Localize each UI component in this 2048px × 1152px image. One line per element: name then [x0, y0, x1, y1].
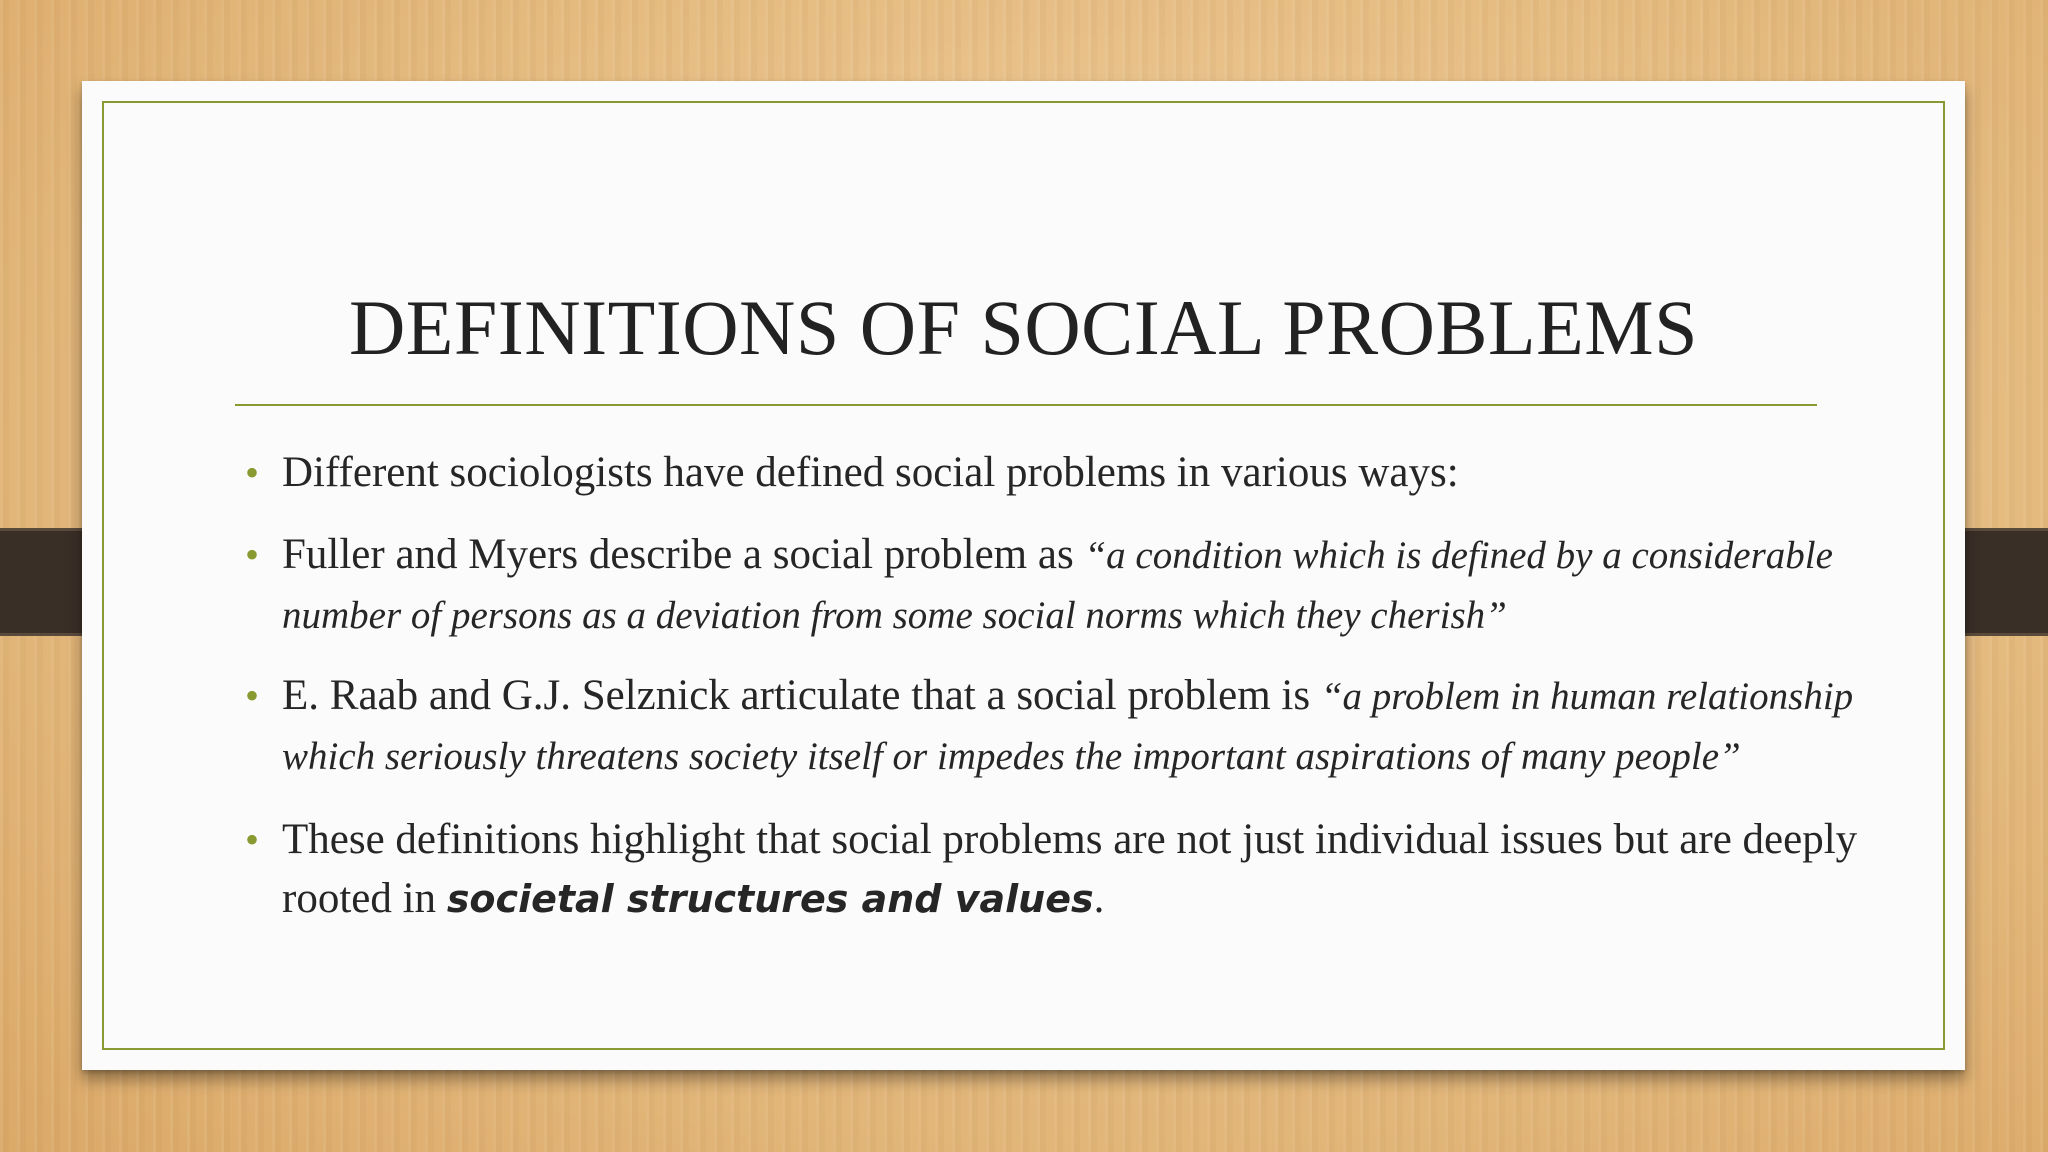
bullet-dot-icon: •	[245, 450, 260, 495]
slide-title: DEFINITIONS OF SOCIAL PROBLEMS	[348, 284, 1699, 371]
bullet-item	[235, 810, 1885, 929]
bullet-emphasis: societal structures and values	[446, 877, 1094, 921]
bullet-item	[235, 525, 1885, 645]
bullet-list	[235, 443, 1885, 929]
bullet-text: Fuller and Myers describe a social problem as	[282, 531, 1085, 578]
bullet-tail: .	[1093, 875, 1105, 922]
title-underline	[235, 404, 1817, 406]
bullet-quote: “a problem in human relationship which seriously threatens society itself or impedes the important aspirations of many people”	[282, 675, 1854, 778]
bullet-item	[235, 666, 1885, 786]
bullet-dot-icon: •	[245, 817, 260, 862]
bullet-text: These definitions highlight that social problems are not just individual issues but are deeply rooted in	[282, 816, 1858, 922]
bullet-text: E. Raab and G.J. Selznick articulate that a social problem is	[282, 672, 1321, 719]
bullet-dot-icon: •	[245, 532, 260, 577]
bullet-item	[235, 443, 1885, 502]
bullet-text: Different sociologists have defined social problems in various ways:	[282, 449, 1459, 496]
slide	[82, 81, 1965, 1070]
bullet-quote: “a condition which is defined by a considerable number of persons as a deviation from some social norms which they cherish”	[282, 534, 1833, 637]
bullet-dot-icon: •	[245, 673, 260, 718]
